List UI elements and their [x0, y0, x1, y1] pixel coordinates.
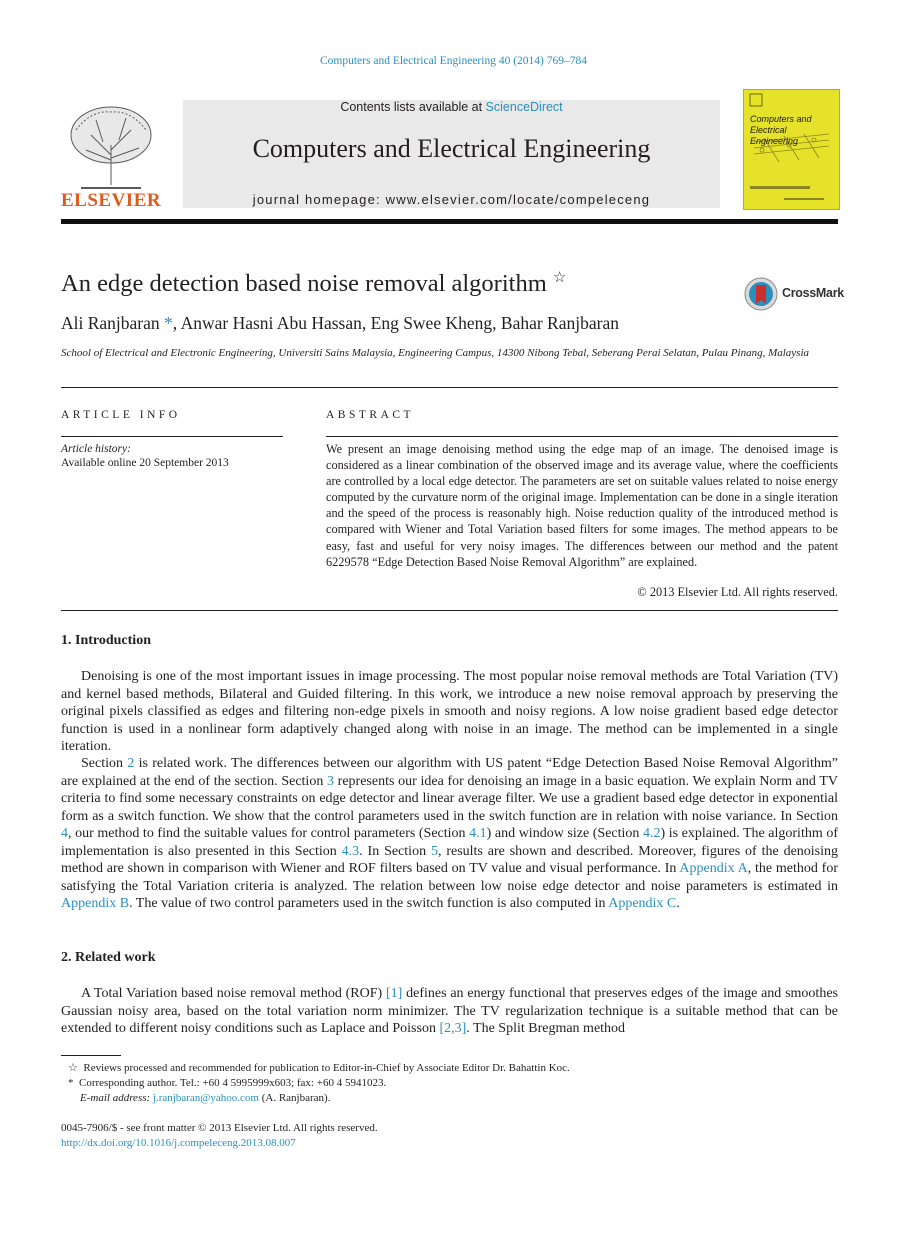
doi-link[interactable]: http://dx.doi.org/10.1016/j.compeleceng.2013.08.007	[61, 1137, 296, 1149]
text: . The Split Bregman method	[466, 1021, 626, 1036]
footnote-divider	[61, 1055, 121, 1056]
issn-line: 0045-7906/$ - see front matter © 2013 Elsevier Ltd. All rights reserved.	[61, 1122, 378, 1134]
author-name: Eng Swee Kheng	[370, 313, 493, 333]
intro-paragraph-2	[61, 755, 838, 913]
cover-title: Computers and Electrical Engineering	[750, 114, 812, 146]
contents-prefix: Contents lists available at	[340, 100, 486, 114]
text: .	[676, 896, 680, 911]
text: ) is explained. The algorithm of implementation is also presented in this Section	[61, 826, 838, 859]
section-heading-related-work: 2. Related work	[61, 950, 156, 965]
section-link[interactable]: 3	[327, 773, 334, 789]
reference-link[interactable]: [2,3]	[439, 1021, 467, 1036]
footnote-text: Corresponding author. Tel.: +60 4 5995999x603; fax: +60 4 5941023.	[79, 1077, 387, 1089]
text: is related work. The differences between our algorithm with US patent “Edge Detection Based Noise Removal Algorithm” are explained at the end of the section. Section	[61, 756, 838, 789]
text: , the method for satisfying the Total Variation criteria is analyzed. The relation between low noise edge detector and noise parameters is estimated in	[61, 861, 838, 894]
author-name: Bahar Ranjbaran	[500, 313, 619, 333]
header-divider	[61, 219, 838, 224]
section-link[interactable]: 4.3	[341, 843, 360, 859]
article-title-text: An edge detection based noise removal algorithm	[61, 270, 547, 298]
cover-graphic	[744, 90, 839, 209]
text: . The value of two control parameters used in the switch function is also computed in	[129, 896, 609, 911]
appendix-link[interactable]: Appendix A	[679, 861, 748, 876]
footnote-1	[68, 1061, 570, 1077]
journal-title: Computers and Electrical Engineering	[252, 134, 651, 163]
journal-homepage[interactable]: journal homepage: www.elsevier.com/locate/compeleceng	[252, 192, 651, 207]
available-online-date: Available online 20 September 2013	[61, 457, 229, 469]
text: , results are shown and described. Moreover, figures of the denoising method are shown in comparison with Wiener and ROF filters based on TV value and visual performance. In	[61, 843, 839, 876]
appendix-link[interactable]: Appendix C	[608, 896, 677, 911]
crossmark-label[interactable]: CrossMark	[782, 286, 844, 300]
section-heading-introduction: 1. Introduction	[61, 633, 151, 648]
article-history-label: Article history:	[61, 443, 131, 455]
author-list: Ali Ranjbaran *, Anwar Hasni Abu Hassan, Eng Swee Kheng, Bahar Ranjbaran	[61, 313, 619, 333]
article-info-heading: ARTICLE INFO	[61, 409, 181, 421]
article-info-divider	[61, 436, 283, 437]
footnote-mark: *	[68, 1077, 74, 1089]
abstract-text: We present an image denoising method using the edge map of an image. The denoised image is considered as a linear combination of the observed image and its average value, where the coefficients are controlled by a local edge detector. The parameters are set on suitable values related to noise energy computed by the curvature norm of the original image. Implementation can be done in a single iteration and the speed of the process is reasonably high. Noise reduction quality of the introduced method is compared with Wiener and Total Variation based filters for some images. The method appears to be easy, fast and useful for very noisy images. The differences between our method and the patent 6229578 “Edge Detection Based Noise Removal Algorithm” are explained.	[326, 442, 838, 569]
text: defines an energy functional that preserves edges of the image and smoothes Gaussian noisy area, based on the total variation norm minimizer. The TV regularization technique is a suitable method that can be extended to different noisy conditions such as Laplace and Poisson	[61, 986, 838, 1036]
abstract-bottom-divider	[61, 610, 838, 611]
author-name: Ali Ranjbaran	[61, 313, 160, 333]
appendix-link[interactable]: Appendix B	[61, 896, 130, 911]
intro-paragraph-1: Denoising is one of the most important issues in image processing. The most popular noise removal methods are Total Variation (TV) and kernel based methods, Bilateral and Guided filtering. In this work, we introduce a new noise removal approach by preserving the original pixels classified as edges and filtering non-edge pixels in smooth and noisy regions. A low noise gradient based edge detector function is used in a nonlinear form adaptively changed along with noise in an image. The method can be implemented in a single iteration.	[61, 669, 838, 754]
title-footnote-mark[interactable]: ☆	[552, 270, 567, 286]
corresponding-author-mark[interactable]: *	[164, 313, 173, 333]
footnote-mark: ☆	[68, 1062, 78, 1074]
section-link[interactable]: 2	[127, 756, 135, 771]
text: . In Section	[359, 843, 431, 859]
text: represents our idea for denoising an image in a basic equation. We explain Norm and TV criteria to find some necessary constraints on edge detector and linear average filter. We use a gradient based edge detector in exponential form as a switch function. We show that the control parameters used in the switch function are in relation with noise variance. In Section	[61, 773, 838, 824]
section-link[interactable]: 5	[430, 843, 438, 859]
abstract-divider	[326, 436, 838, 437]
related-work-paragraph	[61, 985, 838, 1038]
contents-line	[183, 100, 720, 114]
section-link[interactable]: 4.1	[469, 826, 487, 841]
abstract-copyright: © 2013 Elsevier Ltd. All rights reserved.	[637, 585, 838, 599]
article-title	[61, 268, 566, 298]
reference-link[interactable]: [1]	[385, 986, 403, 1001]
text: A Total Variation based noise removal method (ROF)	[81, 986, 386, 1001]
journal-cover-image	[743, 89, 840, 210]
journal-citation[interactable]: Computers and Electrical Engineering 40 (2014) 769–784	[320, 55, 587, 67]
text: Section	[81, 756, 128, 771]
footnote-2	[68, 1076, 386, 1092]
author-affiliation: School of Electrical and Electronic Engineering, Universiti Sains Malaysia, Engineering Campus, 14300 Nibong Tebal, Seberang Perai Selatan, Pulau Pinang, Malaysia	[61, 347, 810, 359]
text: , our method to find the suitable values for control parameters (Section	[68, 826, 470, 841]
affiliation-divider	[61, 387, 838, 388]
email-link[interactable]: j.ranjbaran@yahoo.com	[152, 1092, 259, 1104]
crossmark-icon[interactable]	[744, 277, 778, 311]
section-link[interactable]: 4	[61, 826, 68, 841]
abstract-heading: ABSTRACT	[326, 409, 415, 421]
email-suffix: (A. Ranjbaran).	[258, 1092, 331, 1104]
elsevier-wordmark: ELSEVIER	[61, 190, 162, 211]
section-link[interactable]: 4.2	[643, 826, 661, 841]
text: ) and window size (Section	[486, 826, 643, 841]
author-name: Anwar Hasni Abu Hassan	[180, 313, 362, 333]
footnote-email	[80, 1091, 330, 1107]
sciencedirect-link[interactable]: ScienceDirect	[485, 100, 563, 114]
email-label: E-mail address:	[80, 1092, 151, 1104]
footnote-text: Reviews processed and recommended for publication to Editor-in-Chief by Associate Editor Dr. Bahattin Koc.	[83, 1062, 570, 1074]
